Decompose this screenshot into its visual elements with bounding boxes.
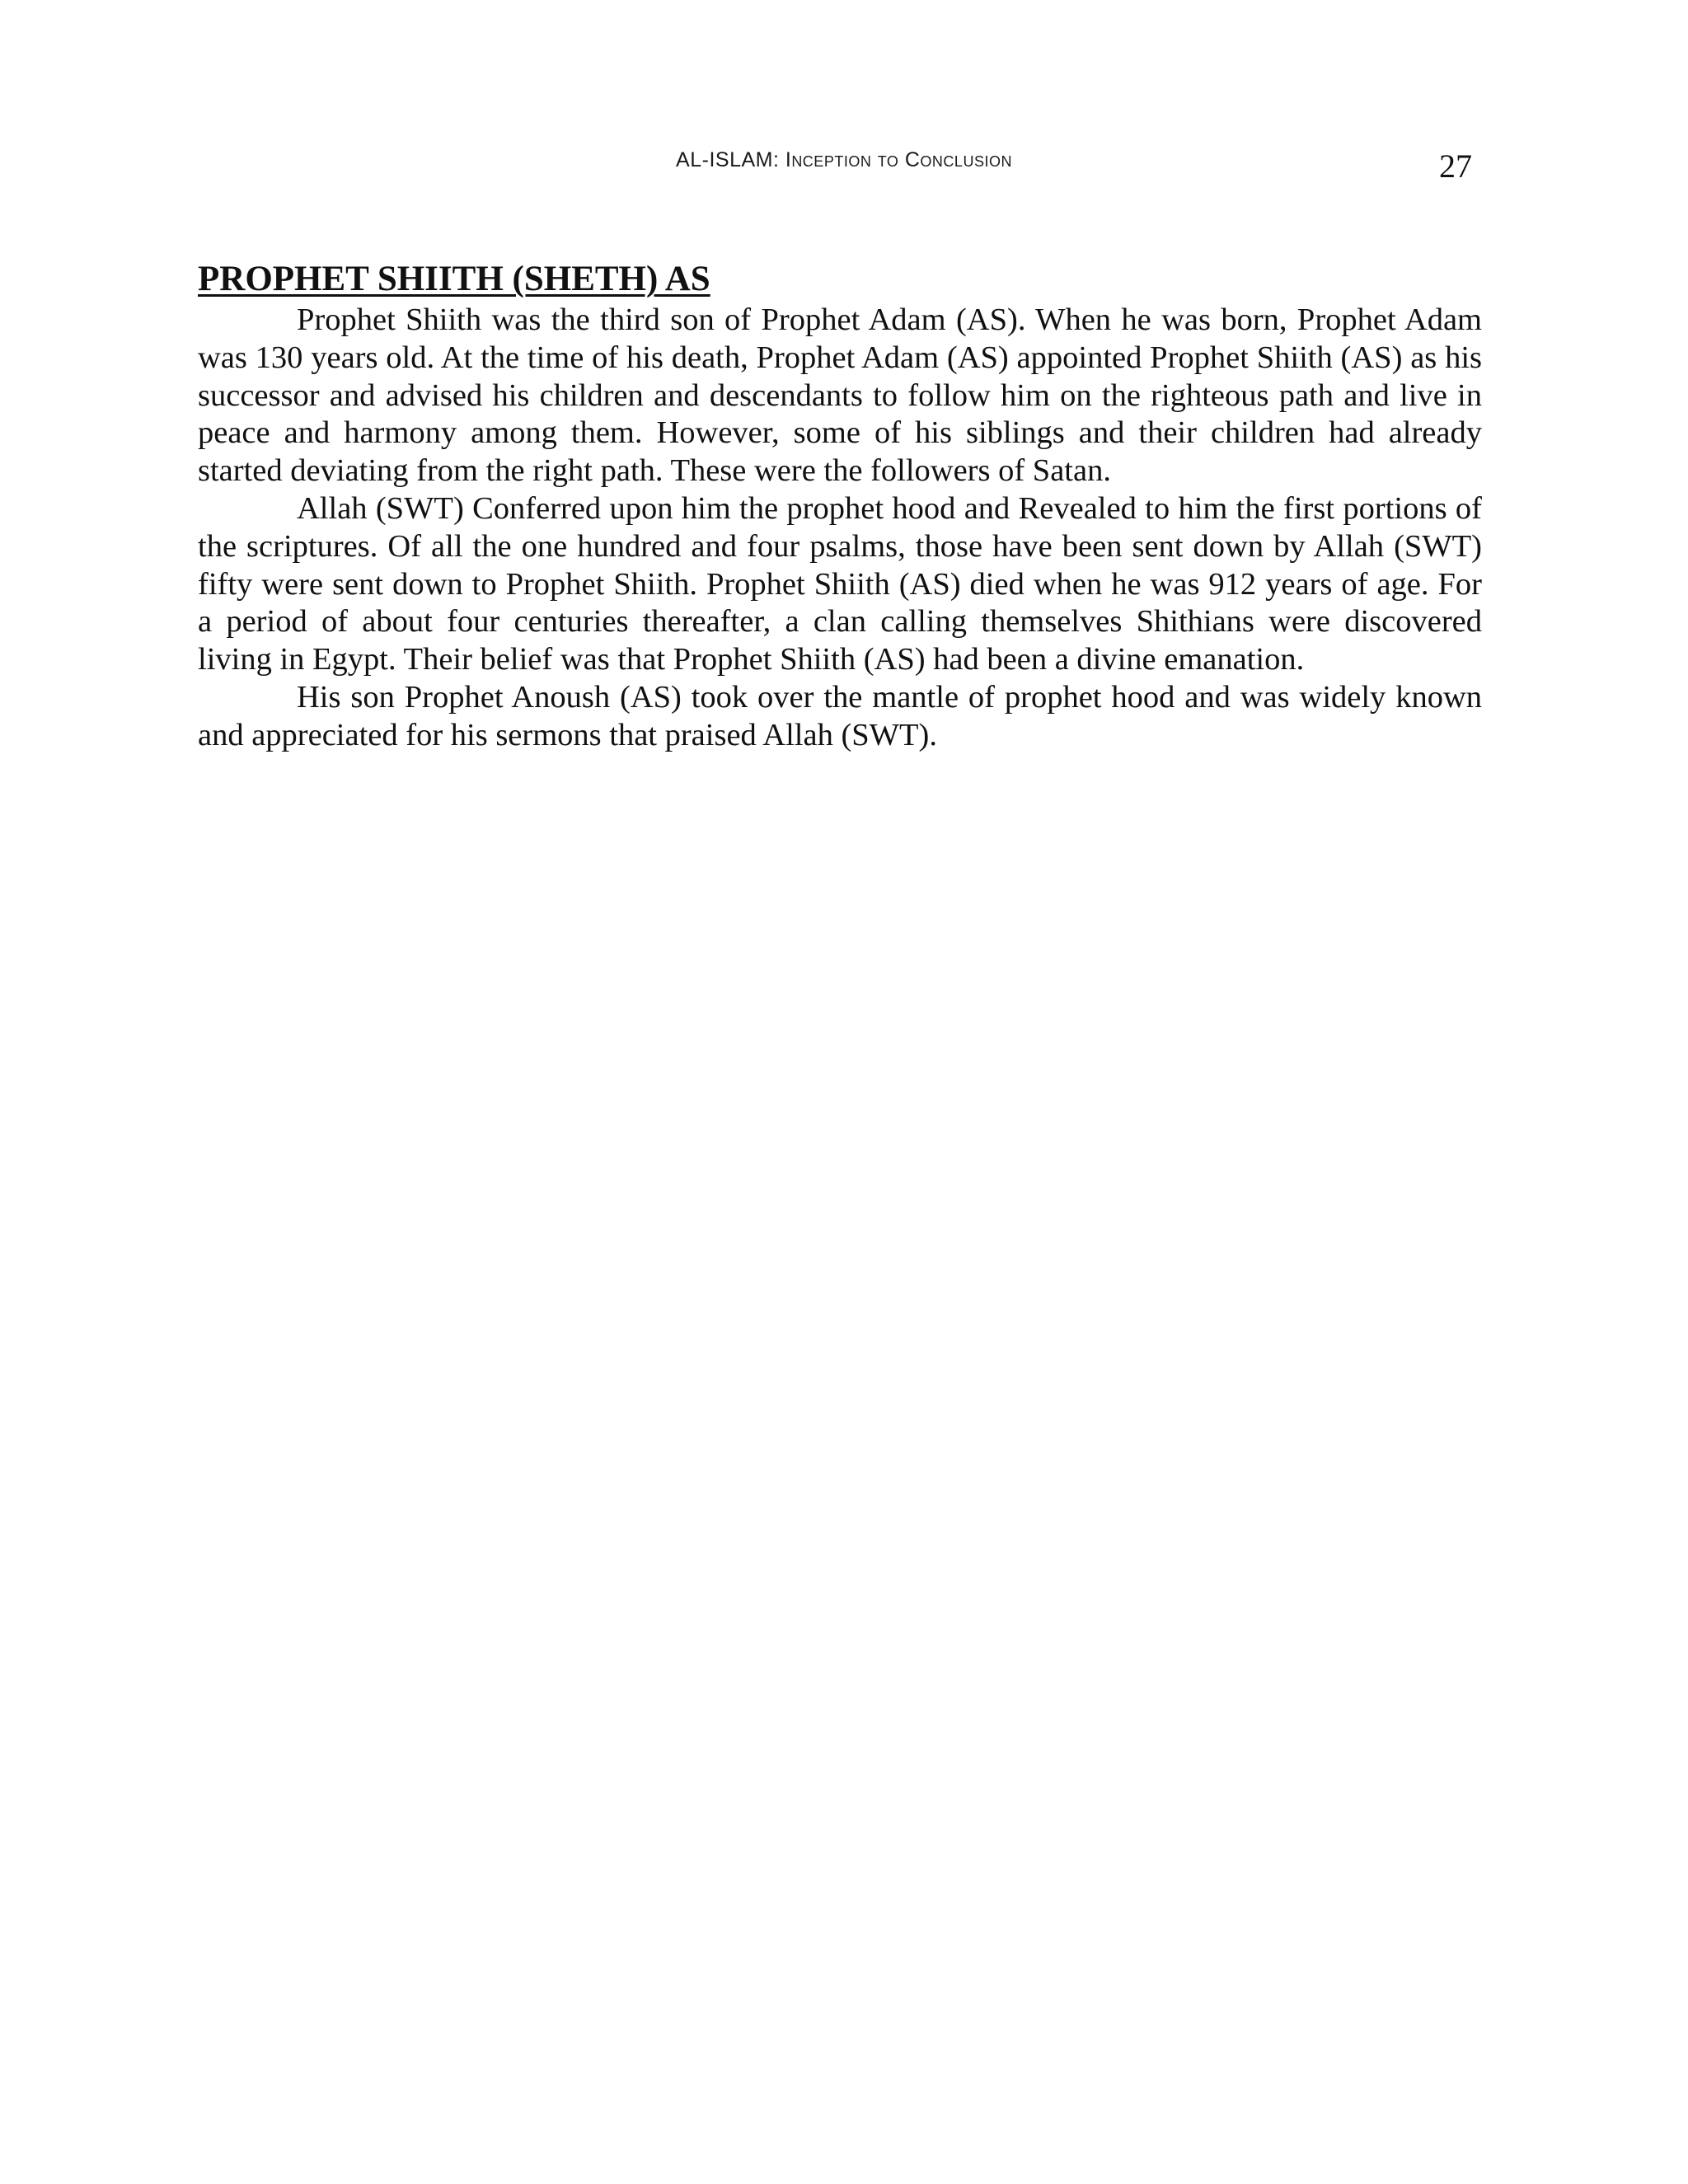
page-number: 27	[1439, 148, 1472, 185]
section-title: PROPHET SHIITH (SHETH) AS	[198, 260, 710, 298]
running-header: AL-ISLAM: Inception to Conclusion	[676, 148, 1012, 171]
paragraph-1: Prophet Shiith was the third son of Prophet Adam (AS). When he was born, Prophet Adam was 130 years old. At the time of his death, Prophet Adam (AS) appointed Prophet Shiith (AS) as his successor and advised his children and descendants to follow him on the righteous path and live in peace and harmony among them. However, some of his siblings and their children had already started deviating from the right path. These were the followers of Satan.	[198, 302, 1482, 489]
paragraph-3: His son Prophet Anoush (AS) took over the mantle of prophet hood and was widely known and appreciated for his sermons that praised Allah (SWT).	[198, 679, 1482, 752]
paragraph-2: Allah (SWT) Conferred upon him the prophet hood and Revealed to him the first portions of the scriptures. Of all the one hundred and four psalms, those have been sent down by Allah (SWT) fifty were sent down to Prophet Shiith. Prophet Shiith (AS) died when he was 912 years of age. For a period of about four centuries thereafter, a clan calling themselves Shithians were discovered living in Egypt. Their belief was that Prophet Shiith (AS) had been a divine emanation.	[198, 490, 1482, 677]
section-content	[198, 257, 1482, 755]
